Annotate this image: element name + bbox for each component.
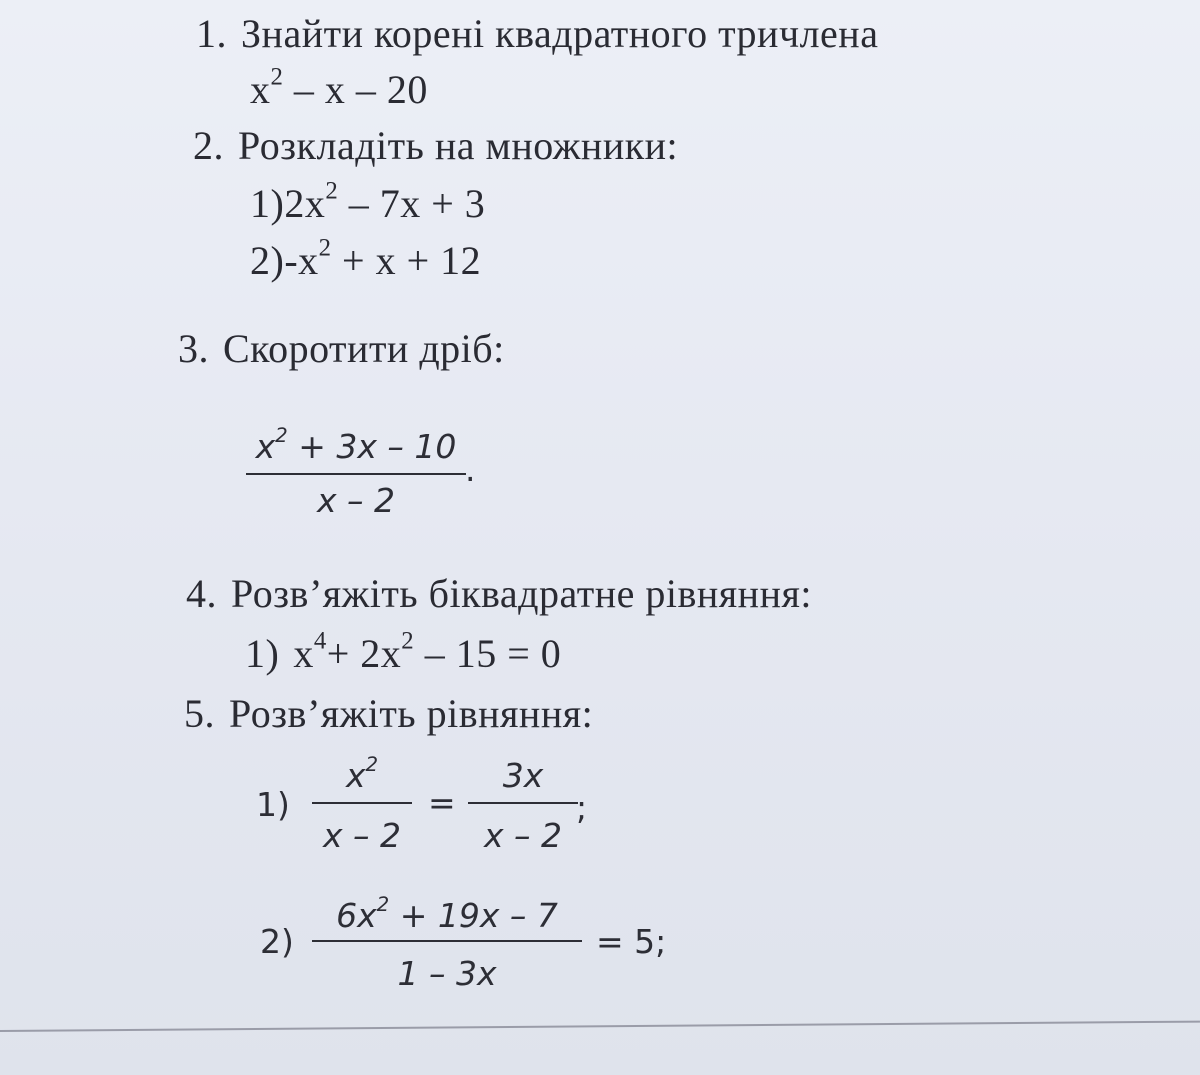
task-3-period: .	[465, 450, 476, 489]
task-2-item-1-exponent: 2	[325, 177, 339, 205]
task-5-eq-2-label: 2)	[260, 922, 294, 961]
task-4-item-1	[245, 627, 562, 677]
task-5-eq-1-left-num-exponent: 2	[365, 753, 379, 777]
task-5-eq-2-num-rest: + 19x – 7	[389, 896, 558, 935]
task-5-number: 5.	[184, 691, 215, 736]
task-5-eq-1-equals: =	[428, 783, 456, 822]
task-4-item-1-exponent-2: 2	[401, 627, 415, 655]
task-3-fraction-numerator	[246, 424, 466, 466]
task-2-item-1-base: 1)2x	[250, 181, 326, 226]
task-2-title-text: Розкладіть на множники:	[238, 123, 679, 168]
task-3-num-base: x	[255, 427, 276, 466]
task-4-item-1-exponent: 4	[313, 627, 327, 655]
task-5-eq-1-left-numerator	[312, 753, 412, 795]
task-1-expr-exponent: 2	[270, 63, 284, 91]
task-2-item-2-rest: + x + 12	[331, 238, 482, 283]
task-2-item-1	[250, 177, 486, 227]
task-2-item-1-rest: – 7x + 3	[338, 181, 486, 226]
task-5-eq-2-fraction	[312, 890, 582, 1000]
task-1-number: 1.	[196, 11, 227, 56]
task-5-eq-1-left-fraction	[312, 752, 412, 862]
task-2-item-2	[250, 234, 482, 284]
task-5-eq-2-bar	[312, 940, 582, 942]
task-5-eq-1-left-num-base: x	[345, 756, 366, 795]
task-4-title-text: Розв’яжіть біквадратне рівняння:	[231, 571, 812, 616]
task-3-number: 3.	[178, 326, 209, 371]
task-5-eq-2-rhs: = 5;	[596, 922, 667, 961]
task-5-eq-2-num-exponent: 2	[376, 893, 390, 917]
task-5-eq-1-semicolon: ;	[576, 788, 588, 827]
task-4-item-1-middle: + 2x	[326, 631, 402, 676]
task-3-fraction-denominator: x – 2	[316, 481, 395, 520]
task-2-title	[193, 122, 678, 169]
task-4-title	[186, 570, 812, 617]
task-5-eq-1-right-denominator: x – 2	[483, 816, 562, 855]
task-5-eq-1-right-fraction	[468, 752, 578, 862]
task-5-title	[184, 690, 593, 737]
task-2-number: 2.	[193, 123, 224, 168]
task-3-num-exponent: 2	[275, 424, 288, 448]
task-4-item-1-rest: – 15 = 0	[414, 631, 562, 676]
task-1-expr-rest: – x – 20	[283, 67, 428, 112]
task-1-expression	[250, 63, 428, 113]
task-5-eq-1-right-numerator: 3x	[502, 756, 544, 795]
task-5-eq-1-left-denominator: x – 2	[322, 816, 401, 855]
task-5-eq-2-numerator	[312, 893, 582, 935]
task-4-item-1-base: x	[293, 631, 314, 676]
task-5-eq-1-left-bar	[312, 802, 412, 804]
task-3-title-text: Скоротити дріб:	[223, 326, 505, 371]
task-3-fraction-bar	[246, 473, 466, 475]
task-2-item-2-exponent: 2	[318, 234, 332, 262]
task-3-num-rest: + 3x – 10	[287, 427, 457, 466]
task-3-fraction	[246, 425, 466, 525]
task-5-eq-2-num-base: 6x	[336, 896, 377, 935]
task-2-item-2-base: 2)-x	[250, 238, 319, 283]
task-1-title	[196, 10, 878, 57]
task-5-eq-2-denominator: 1 – 3x	[397, 954, 497, 993]
task-4-number: 4.	[186, 571, 217, 616]
task-1-expr-base: x	[250, 67, 271, 112]
page-edge-line	[0, 1021, 1200, 1032]
task-1-title-text: Знайти корені квадратного тричлена	[241, 11, 879, 56]
task-4-item-1-label: 1)	[245, 631, 280, 676]
task-5-eq-1-right-bar	[468, 802, 578, 804]
task-3-title	[178, 325, 505, 372]
task-5-eq-1-label: 1)	[256, 785, 290, 824]
task-5-title-text: Розв’яжіть рівняння:	[229, 691, 594, 736]
